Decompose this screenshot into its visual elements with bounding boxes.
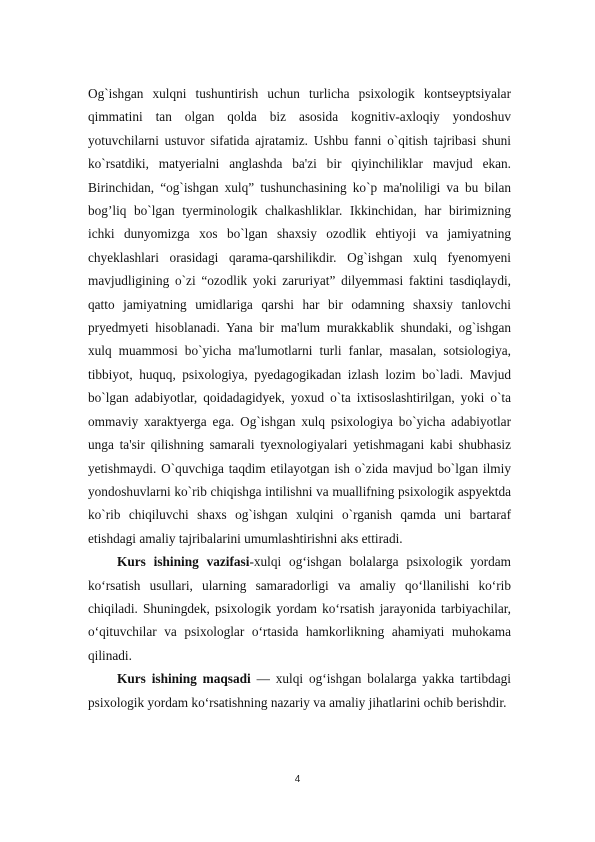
goal-heading: Kurs ishining maqsadi [117, 671, 251, 687]
paragraph-intro: Og`ishgan xulqni tushuntirish uchun turlicha psixologik kontseyptsiyalar qimmatini tan olgan qolda biz asosida kognitiv-axloqiy yondoshuv yotuvchilarni ustuvor sifatida ajratamiz. Ushbu fanni o`qitish tajribasi shuni ko`rsatdiki, matyerialni anglashda ba'zi bir qiyinchiliklar mavjud ekan. Birinchidan, “og`ishgan xulq” tushunchasining ko`p ma'noliligi va bu bilan bog’liq bo`lgan tyerminologik chalkashliklar. Ikkinchidan, har birimizning ichki dunyomizga xos bo`lgan shaxsiy ozodlik ehtiyoji va jamiyatning chyeklashlari orasidagi qarama-qarshilikdir. Og`ishgan xulq fyenomyeni mavjudligining o`zi “ozodlik yoki zaruriyat” dilyemmasi faktini tasdiqlaydi, qatto jamiyatning umidlariga qarshi har bir odamning shaxsiy tanlovchi pryedmyeti hisoblanadi. Yana bir ma'lum murakkablik shundaki, og`ishgan xulq muammosi bo`yicha ma'lumotlarni turli fanlar, masalan, sotsiologiya, tibbiyot, huquq, psixologiya, pyedagogikadan izlash lozim bo`ladi. Mavjud bo`lgan adabiyotlar, qoidadagidyek, yoxud o`ta ixtisoslashtirilgan, yoki o`ta ommaviy xaraktyerga ega. Og`ishgan xulq psixologiya bo`yicha adabiyotlar unga ta'sir qilishning samarali tyexnologiyalari yetishmagani kabi shubhasiz yetishmaydi. O`quvchiga taqdim etilayotgan ish o`zida mavjud bo`lgan ilmiy yondoshuvlarni ko`rib chiqishga intilishni va muallifning psixologik aspyektda ko`rib chiqiluvchi shaxs og`ishgan xulqini o`rganish qamda uni bartaraf etishdagi amaliy tajribalarini umumlashtirishni aks ettiradi. [88, 86, 511, 546]
task-body: -xulqi og‘ishgan bolalarga psixologik yordam ko‘rsatish usullari, ularning samaradorligi va amaliy qo‘llanilishi ko‘rib chiqiladi. Shuningdek, psixologik yordam ko‘rsatish jarayonida tarbiyachilar, o‘qituvchilar va psixologlar o‘rtasida hamkorlikning ahamiyati muhokama qilinadi. [88, 554, 511, 663]
page-number: 4 [294, 774, 301, 785]
body-text [88, 82, 511, 714]
paragraph-goal [88, 667, 511, 714]
goal-body: — xulqi og‘ishgan bolalarga yakka tartibdagi psixologik yordam ko‘rsatishning nazariy va amaliy jihatlarini ochib berishdir. [88, 671, 511, 710]
task-heading: Kurs ishining vazifasi [117, 554, 250, 570]
paragraph-task [88, 550, 511, 667]
